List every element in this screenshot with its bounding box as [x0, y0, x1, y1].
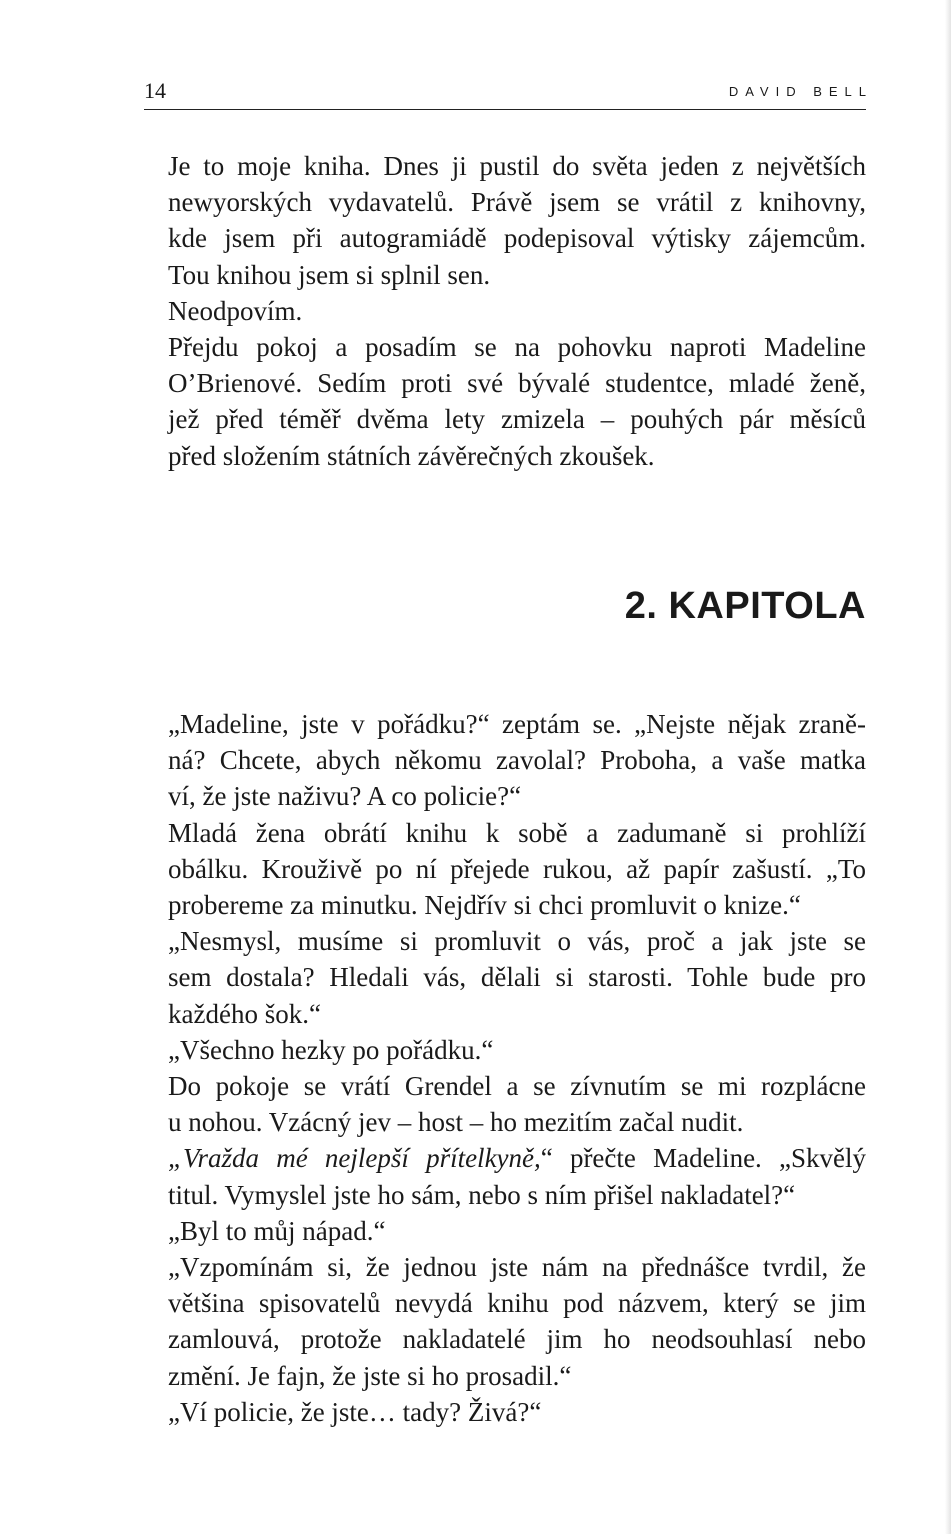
page-edge-shadow [945, 0, 951, 1534]
text-line [144, 1140, 866, 1176]
text-line [144, 1358, 866, 1394]
text-line [144, 438, 866, 474]
line-text: Tou knihou jsem si splnil sen. [168, 259, 491, 290]
text-line [144, 1068, 866, 1104]
paragraph [144, 148, 866, 293]
text-line [144, 1285, 866, 1321]
line-text: newyorských vydavatelů. Právě jsem se vrátil z knihovny, [168, 187, 866, 218]
text-line [144, 706, 866, 742]
line-text: změní. Je fajn, že jste si ho prosadil.“ [168, 1360, 572, 1391]
line-text: ví, že jste naživu? A co policie?“ [168, 781, 522, 812]
line-text: „Madeline, jste v pořádku?“ zeptám se. „Nejste nějak zraně- [168, 709, 866, 739]
paragraph [144, 706, 866, 815]
paragraph [144, 1394, 866, 1430]
text-line [144, 184, 866, 220]
paragraph [144, 815, 866, 924]
paragraph [144, 1249, 866, 1394]
line-text: „Nesmysl, musíme si promluvit o vás, proč a jak jste se [168, 926, 866, 957]
line-text: Neodpovím. [168, 295, 303, 326]
text-line [144, 887, 866, 923]
body-text-section-1 [144, 148, 866, 474]
text-line [144, 257, 866, 293]
paragraph [144, 329, 866, 474]
paragraph [144, 923, 866, 1032]
line-text: obálku. Krouživě po ní přejede rukou, až papír zašustí. „To [168, 853, 866, 884]
text-line [144, 329, 866, 365]
line-text: Do pokoje se vrátí Grendel a se zívnutím se mi rozplácne [168, 1071, 866, 1102]
paragraph [144, 1032, 866, 1068]
running-head-author: DAVID BELL [728, 84, 873, 99]
line-text: Mladá žena obrátí knihu k sobě a zadumaně si prohlíží [168, 817, 866, 848]
text-line [144, 815, 866, 851]
line-text: Je to moje kniha. Dnes ji pustil do světa jeden z největších [168, 151, 866, 181]
text-line [144, 1177, 866, 1213]
text-line [144, 742, 866, 778]
paragraph [144, 1140, 866, 1212]
line-text: „Všechno hezky po pořádku.“ [168, 1034, 494, 1065]
text-line [144, 778, 866, 814]
line-text: kde jsem při autogramiádě podepisoval výtisky zájemcům. [168, 223, 866, 254]
text-line [144, 959, 866, 995]
line-text: “ přečte Madeline. „Skvělý [540, 1143, 866, 1174]
text-line [144, 293, 866, 329]
line-text: každého šok.“ [168, 998, 321, 1029]
line-text: Přejdu pokoj a posadím se na pohovku naproti Madeline [168, 332, 866, 363]
text-line [144, 148, 866, 184]
running-head [144, 78, 873, 108]
text-line [144, 1321, 866, 1357]
text-line [144, 365, 866, 401]
text-line [144, 996, 866, 1032]
line-text: ná? Chcete, abych někomu zavolal? Proboha, a vaše matka [168, 745, 866, 776]
text-line [144, 1213, 866, 1249]
line-text: u nohou. Vzácný jev – host – ho mezitím začal nudit. [168, 1107, 744, 1138]
line-text: titul. Vymyslel jste ho sám, nebo s ním přišel nakladatel?“ [168, 1179, 796, 1210]
line-text: „Vzpomínám si, že jednou jste nám na přednášce tvrdil, že [168, 1252, 866, 1283]
header-rule [144, 109, 866, 110]
paragraph [144, 1068, 866, 1140]
line-text: sem dostala? Hledali vás, dělali si starosti. Tohle bude pro [168, 962, 866, 993]
text-line [144, 401, 866, 437]
line-text: O’Brienové. Sedím proti své bývalé studentce, mladé ženě, [168, 368, 866, 399]
line-text: „Byl to můj nápad.“ [168, 1215, 386, 1246]
line-text: většina spisovatelů nevydá knihu pod názvem, který se jim [168, 1288, 866, 1319]
text-line [144, 851, 866, 887]
line-text: před složením státních závěrečných zkoušek. [168, 440, 655, 471]
body-text-section-2 [144, 706, 866, 1430]
text-line [144, 1249, 866, 1285]
text-line [144, 1394, 866, 1430]
paragraph [144, 293, 866, 329]
line-text: jež před téměř dvěma lety zmizela – pouhých pár měsíců [168, 404, 866, 435]
text-line [144, 220, 866, 256]
line-text: probereme za minutku. Nejdřív si chci promluvit o knize.“ [168, 890, 801, 921]
text-line [144, 1104, 866, 1140]
text-line [144, 1032, 866, 1068]
chapter-title: 2. KAPITOLA [624, 585, 866, 627]
line-text: zamlouvá, protože nakladatelé jim ho neodsouhlasí nebo [168, 1324, 866, 1355]
page-number: 14 [144, 78, 166, 103]
line-text: „Ví policie, že jste… tady? Živá?“ [168, 1396, 542, 1427]
paragraph [144, 1213, 866, 1249]
book-title-italic: „Vražda mé nejlepší přítelkyně, [168, 1143, 541, 1174]
text-line [144, 923, 866, 959]
